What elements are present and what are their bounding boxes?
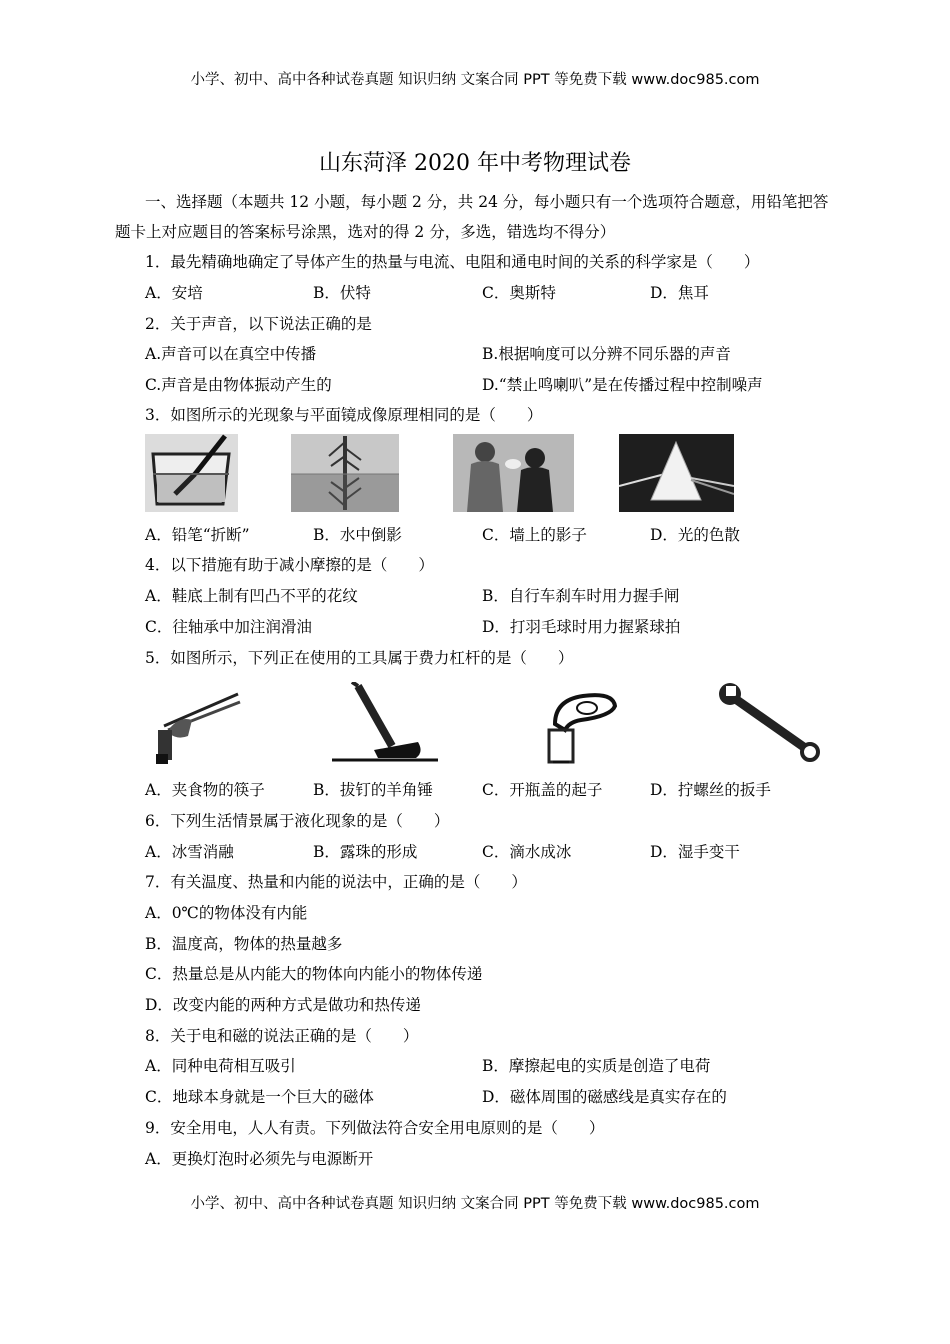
q5-option-d: D．拧螺丝的扳手 [650, 781, 771, 799]
q1-stem: 1．最先精确地确定了导体产生的热量与电流、电阻和通电时间的关系的科学家是（ ） [145, 253, 760, 271]
q9-option-a: A．更换灯泡时必须先与电源断开 [145, 1150, 374, 1168]
figure-pencil-in-water [145, 434, 238, 512]
q9-stem: 9．安全用电，人人有责。下列做法符合安全用电原则的是（ ） [145, 1119, 605, 1137]
q1-option-b: B．伏特 [313, 284, 371, 302]
q6-stem: 6．下列生活情景属于液化现象的是（ ） [145, 812, 450, 830]
figure-bottle-opener [535, 686, 625, 768]
q1-option-d: D．焦耳 [650, 284, 709, 302]
q4-option-c: C．往轴承中加注润滑油 [145, 618, 312, 636]
q4-option-b: B．自行车刹车时用力握手闸 [482, 587, 680, 605]
q6-option-a: A．冰雪消融 [145, 843, 234, 861]
page-header: 小学、初中、高中各种试卷真题 知识归纳 文案合同 PPT 等免费下载 www.doc985.com [190, 72, 760, 88]
q6-option-c: C．滴水成冰 [482, 843, 572, 861]
q1-option-a: A．安培 [145, 284, 203, 302]
q4-stem: 4．以下措施有助于减小摩擦的是（ ） [145, 556, 434, 574]
q8-option-b: B．摩擦起电的实质是创造了电荷 [482, 1057, 711, 1075]
q7-option-b: B．温度高，物体的热量越多 [145, 935, 343, 953]
q2-option-a: A.声音可以在真空中传播 [145, 345, 317, 363]
q6-option-b: B．露珠的形成 [313, 843, 418, 861]
page-footer: 小学、初中、高中各种试卷真题 知识归纳 文案合同 PPT 等免费下载 www.doc985.com [190, 1196, 760, 1212]
figure-wrench [714, 680, 824, 764]
q8-stem: 8．关于电和磁的说法正确的是（ ） [145, 1027, 419, 1045]
q5-option-b: B．拔钉的羊角锤 [313, 781, 433, 799]
q3-option-d: D．光的色散 [650, 526, 740, 544]
q2-option-c: C.声音是由物体振动产生的 [145, 376, 332, 394]
q4-option-d: D．打羽毛球时用力握紧球拍 [482, 618, 681, 636]
q2-option-d: D.“禁止鸣喇叭”是在传播过程中控制噪声 [482, 376, 763, 394]
q3-stem: 3．如图所示的光现象与平面镜成像原理相同的是（ ） [145, 406, 543, 424]
q2-stem: 2．关于声音，以下说法正确的是 [145, 315, 372, 333]
q3-option-a: A．铅笔“折断” [145, 526, 250, 544]
q1-option-c: C．奥斯特 [482, 284, 556, 302]
figure-prism-dispersion [619, 434, 734, 512]
q5-stem: 5．如图所示，下列正在使用的工具属于费力杠杆的是（ ） [145, 649, 574, 667]
q7-option-d: D．改变内能的两种方式是做功和热传递 [145, 996, 421, 1014]
figure-chopsticks [150, 686, 242, 766]
page-title: 山东菏泽 2020 年中考物理试卷 [319, 151, 631, 176]
q8-option-a: A．同种电荷相互吸引 [145, 1057, 296, 1075]
q2-option-b: B.根据响度可以分辨不同乐器的声音 [482, 345, 731, 363]
figure-shadow-on-wall [453, 434, 574, 512]
q3-option-c: C．墙上的影子 [482, 526, 587, 544]
q8-option-c: C．地球本身就是一个巨大的磁体 [145, 1088, 374, 1106]
q6-option-d: D．湿手变干 [650, 843, 740, 861]
section-intro: 一、选择题（本题共 12 小题，每小题 2 分，共 24 分，每小题只有一个选项符合题意，用铅笔把答题卡上对应题目的答案标号涂黑，选对的得 2 分，多选，错选均不得分） [115, 193, 829, 241]
q5-option-a: A．夹食物的筷子 [145, 781, 265, 799]
q3-option-b: B．水中倒影 [313, 526, 402, 544]
q7-stem: 7．有关温度、热量和内能的说法中，正确的是（ ） [145, 873, 527, 891]
figure-claw-hammer [328, 682, 440, 766]
q4-option-a: A．鞋底上制有凹凸不平的花纹 [145, 587, 358, 605]
q7-option-c: C．热量总是从内能大的物体向内能小的物体传递 [145, 965, 483, 983]
q8-option-d: D．磁体周围的磁感线是真实存在的 [482, 1088, 727, 1106]
figure-tree-reflection [291, 434, 399, 512]
q7-option-a: A．0℃的物体没有内能 [145, 904, 308, 922]
q5-option-c: C．开瓶盖的起子 [482, 781, 603, 799]
